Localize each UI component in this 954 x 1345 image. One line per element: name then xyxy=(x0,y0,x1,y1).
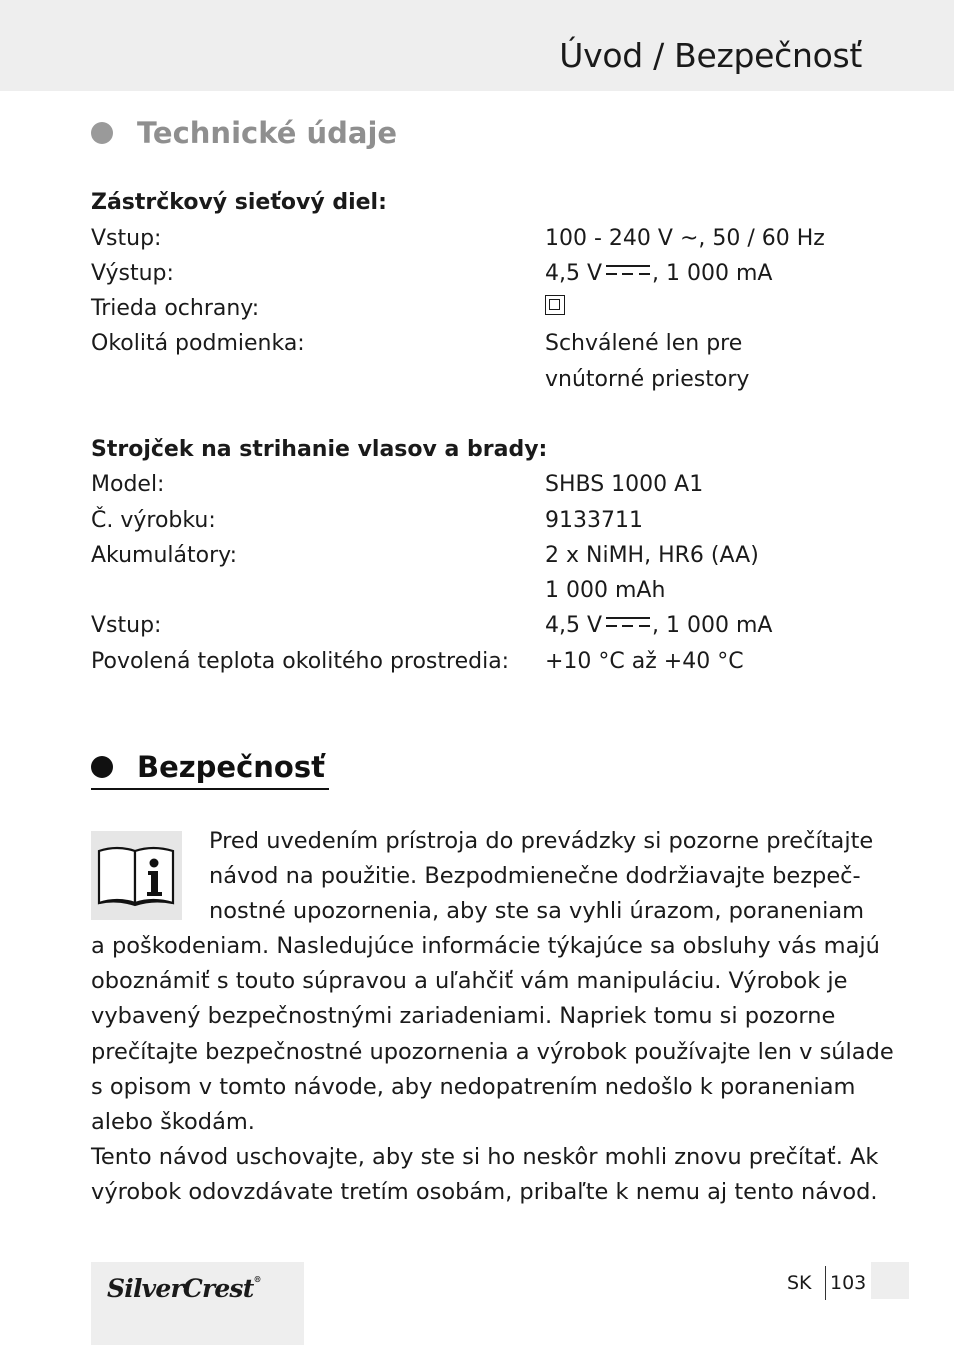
manual-info-icon xyxy=(91,831,182,920)
heading-underline xyxy=(91,788,329,790)
spec-row xyxy=(91,331,871,366)
spec-value-continued: 1 000 mAh xyxy=(545,578,666,603)
text-line: Tento návod uschovajte, aby ste si ho neskôr mohli znovu prečítať. Ak xyxy=(91,1144,879,1171)
spec-label: Trieda ochrany: xyxy=(91,296,260,321)
spec-value-current: , 1 000 mA xyxy=(652,261,773,286)
safety-heading xyxy=(91,747,325,787)
header-band xyxy=(0,0,954,91)
spec-label: Výstup: xyxy=(91,261,174,286)
spec-row xyxy=(91,649,871,684)
spec-row xyxy=(91,226,871,261)
language-code: SK xyxy=(787,1272,812,1294)
spec-value-voltage: 4,5 V xyxy=(545,261,603,286)
spec-value: +10 °C až +40 °C xyxy=(545,649,744,674)
text-line: oboznámiť s touto súpravou a uľahčiť vám manipuláciu. Výrobok je xyxy=(91,968,848,995)
spec-label: Č. výrobku: xyxy=(91,508,216,533)
spec-label: Povolená teplota okolitého prostredia: xyxy=(91,649,510,674)
spec-row xyxy=(91,578,871,613)
text-line: Pred uvedením prístroja do prevádzky si pozorne prečítajte xyxy=(209,828,874,854)
spec-label: Vstup: xyxy=(91,226,162,251)
text-line: výrobok odovzdávate tretím osobám, pribaľte k nemu aj tento návod. xyxy=(91,1179,878,1206)
text-line: prečítajte bezpečnostné upozornenia a výrobok používajte len v súlade xyxy=(91,1038,894,1065)
spec-value xyxy=(545,613,772,638)
brand-logo xyxy=(91,1262,304,1345)
text-line: vybavený bezpečnostnými zariadeniami. Napriek tomu si pozorne xyxy=(91,1003,836,1030)
spec-label: Model: xyxy=(91,472,165,497)
text-line: nostné upozornenia, aby ste sa vyhli úrazom, poraneniam xyxy=(209,898,865,925)
text-line: alebo škodám. xyxy=(91,1108,255,1135)
spec-value: 9133711 xyxy=(545,508,643,533)
footer-divider xyxy=(825,1266,826,1300)
technical-heading xyxy=(91,113,397,153)
page-number: 103 xyxy=(830,1272,867,1294)
safety-paragraph-intro xyxy=(209,824,873,930)
bullet-icon xyxy=(91,122,113,144)
spec-value-current: , 1 000 mA xyxy=(652,613,773,638)
dc-symbol-icon xyxy=(606,617,650,629)
dc-symbol-icon xyxy=(606,265,650,277)
spec-row xyxy=(91,472,871,507)
spec-value xyxy=(545,261,772,286)
spec-value-continued: vnútorné priestory xyxy=(545,367,750,392)
adapter-heading: Zástrčkový sieťový diel: xyxy=(91,190,387,215)
brand-logo-text: SilverCrest® xyxy=(107,1274,261,1303)
spec-row xyxy=(91,296,871,331)
spec-value: 2 x NiMH, HR6 (AA) xyxy=(545,543,759,568)
safety-heading-text: Bezpečnosť xyxy=(137,750,325,784)
protection-class-ii-icon xyxy=(545,295,565,315)
page-title: Úvod / Bezpečnosť xyxy=(559,36,862,75)
spec-row xyxy=(91,261,871,296)
clipper-heading: Strojček na strihanie vlasov a brady: xyxy=(91,437,548,462)
safety-paragraph xyxy=(91,929,894,1211)
spec-label: Okolitá podmienka: xyxy=(91,331,305,356)
technical-heading-text: Technické údaje xyxy=(137,116,398,150)
spec-value xyxy=(545,296,565,322)
spec-row xyxy=(91,367,871,402)
spec-label: Akumulátory: xyxy=(91,543,237,568)
spec-row xyxy=(91,613,871,648)
footer-tab xyxy=(871,1262,909,1299)
text-line: s opisom v tomto návode, aby nedopatrením nedošlo k poraneniam xyxy=(91,1073,856,1100)
spec-value: Schválené len pre xyxy=(545,331,743,356)
spec-value: 100 - 240 V ~, 50 / 60 Hz xyxy=(545,226,825,251)
bullet-icon xyxy=(91,756,113,778)
spec-value: SHBS 1000 A1 xyxy=(545,472,704,497)
spec-value-voltage: 4,5 V xyxy=(545,613,603,638)
text-line: a poškodeniam. Nasledujúce informácie týkajúce sa obsluhy vás majú xyxy=(91,933,880,959)
spec-row xyxy=(91,543,871,578)
spec-row xyxy=(91,508,871,543)
spec-label: Vstup: xyxy=(91,613,162,638)
text-line: návod na použitie. Bezpodmienečne dodržiavajte bezpeč- xyxy=(209,863,861,890)
